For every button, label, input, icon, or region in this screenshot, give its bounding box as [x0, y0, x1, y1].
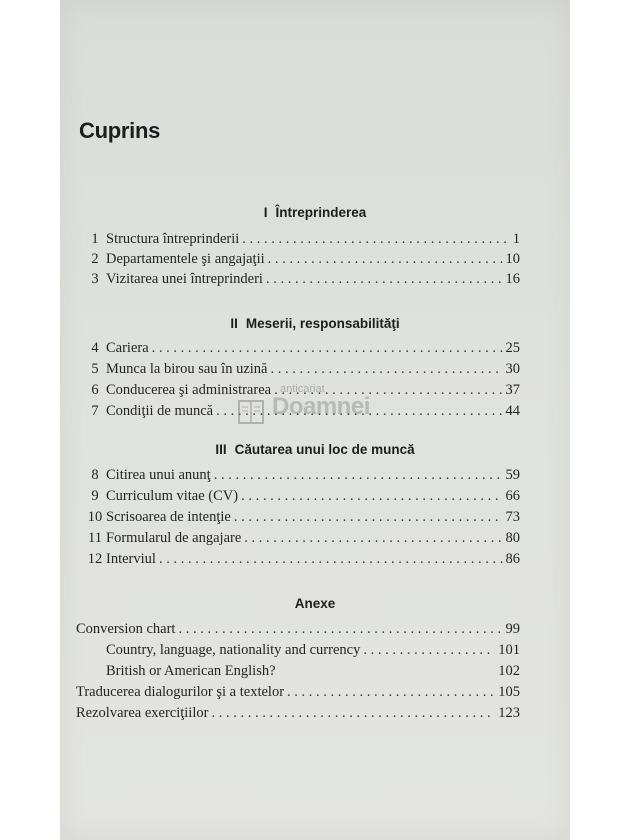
entry-page: 10	[505, 251, 520, 267]
toc-entry	[84, 403, 520, 423]
entry-number: 7	[91, 403, 99, 419]
annex-entry	[76, 621, 520, 641]
entry-label: Conducerea şi administrarea	[106, 382, 272, 398]
toc-entry	[84, 488, 520, 508]
dot-leader	[244, 530, 502, 547]
section-heading-1	[60, 205, 570, 220]
toc-entry	[84, 361, 520, 381]
entry-label: Vizitarea unei întreprinderi	[106, 271, 263, 287]
dot-leader	[270, 361, 502, 378]
entry-page: 66	[505, 488, 520, 504]
section-title: Meserii, responsabilităţi	[245, 316, 400, 331]
entry-number: 11	[88, 530, 102, 546]
section-heading-2	[60, 316, 570, 331]
section-number: II	[230, 316, 238, 331]
entry-number: 4	[91, 340, 99, 356]
dot-leader	[268, 251, 503, 268]
annex-title: Anexe	[294, 596, 336, 611]
dot-leader	[274, 382, 502, 399]
toc-entry	[84, 340, 520, 360]
page-title: Cuprins	[79, 118, 161, 143]
entry-page: 101	[498, 642, 520, 658]
entry-label: Structura întreprinderii	[106, 231, 240, 247]
entry-label: Munca la birou sau în uzină	[106, 361, 268, 377]
toc-entry	[84, 551, 520, 571]
entry-number: 3	[91, 271, 99, 287]
entry-label: Interviul	[106, 551, 156, 567]
entry-label: British or American English?	[106, 663, 276, 679]
entry-page: 80	[505, 530, 520, 546]
annex-heading	[60, 596, 570, 611]
entry-label: Country, language, nationality and currency	[106, 642, 361, 658]
dot-leader	[159, 551, 503, 568]
section-number: III	[215, 442, 227, 457]
entry-page: 25	[505, 340, 520, 356]
dot-leader	[287, 684, 495, 701]
entry-page: 105	[498, 684, 520, 700]
entry-label: Formularul de angajare	[106, 530, 242, 546]
entry-number: 8	[91, 467, 99, 483]
annex-subentry	[106, 642, 520, 662]
entry-label: Condiţii de muncă	[106, 403, 214, 419]
toc-entry	[84, 231, 520, 251]
entry-page: 102	[498, 663, 520, 679]
entry-page: 30	[505, 361, 520, 377]
section-title: Căutarea unui loc de muncă	[234, 442, 415, 457]
section-title: Întreprinderea	[275, 205, 367, 220]
entry-number: 5	[91, 361, 99, 377]
annex-entry	[76, 684, 520, 704]
entry-number: 10	[87, 509, 103, 525]
watermark-big-text: Doamnei	[272, 393, 370, 420]
dot-leader	[211, 705, 495, 722]
entry-label: Departamentele şi angajaţii	[106, 251, 265, 267]
dot-leader	[266, 271, 503, 288]
entry-page: 1	[512, 231, 520, 247]
dot-leader	[234, 509, 503, 526]
entry-number: 6	[91, 382, 99, 398]
dot-leader	[178, 621, 502, 638]
section-heading-3	[60, 442, 570, 457]
toc-entry	[84, 271, 520, 291]
entry-label: Cariera	[106, 340, 149, 356]
entry-label: Conversion chart	[76, 621, 176, 637]
toc-entry	[84, 382, 520, 402]
entry-label: Scrisoarea de intenţie	[106, 509, 231, 525]
dot-leader	[152, 340, 503, 357]
entry-page: 37	[505, 382, 520, 398]
entry-page: 86	[505, 551, 520, 567]
toc-entry	[84, 467, 520, 487]
entry-page: 59	[505, 467, 520, 483]
dot-leader	[214, 467, 503, 484]
entry-number: 9	[91, 488, 99, 504]
entry-page: 123	[498, 705, 520, 721]
toc-entry	[84, 251, 520, 271]
toc-entry	[84, 530, 520, 550]
watermark-small-text: anticariat	[280, 383, 325, 395]
entry-number: 1	[91, 231, 99, 247]
entry-page: 44	[505, 403, 520, 419]
entry-number: 12	[87, 551, 103, 567]
entry-number: 2	[91, 251, 99, 267]
entry-page: 99	[505, 621, 520, 637]
entry-page: 73	[505, 509, 520, 525]
section-number: I	[263, 205, 268, 220]
dot-leader	[241, 488, 502, 505]
annex-entry	[76, 705, 520, 725]
dot-leader	[363, 642, 495, 659]
entry-label: Citirea unui anunţ	[106, 467, 211, 483]
toc-entry	[84, 509, 520, 529]
entry-label: Rezolvarea exerciţiilor	[76, 705, 209, 721]
entry-label: Curriculum vitae (CV)	[106, 488, 239, 504]
dot-leader	[216, 403, 502, 420]
entry-label: Traducerea dialogurilor şi a textelor	[76, 684, 285, 700]
entry-page: 16	[505, 271, 520, 287]
annex-subentry	[106, 663, 520, 683]
dot-leader	[242, 231, 509, 248]
